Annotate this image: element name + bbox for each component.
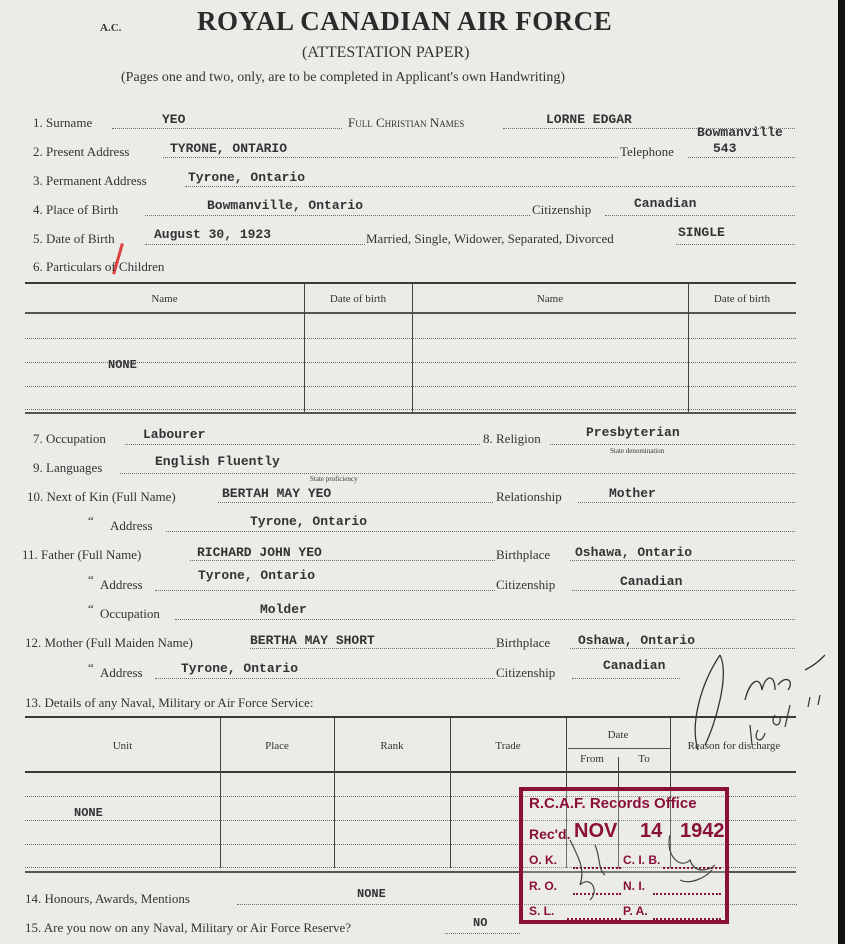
father-citizenship-label: Citizenship [496, 577, 556, 592]
father-occupation-field[interactable]: Molder [260, 602, 307, 617]
place-of-birth-field[interactable]: Bowmanville, Ontario [207, 198, 364, 213]
kin-address-field[interactable]: Tyrone, Ontario [250, 514, 368, 529]
honours-label: 14. Honours, Awards, Mentions [25, 891, 190, 906]
stamp-ok: O. K. [529, 853, 558, 867]
permanent-address-label: 3. Permanent Address [33, 173, 147, 188]
stamp-handwritten-initials [540, 830, 740, 910]
kin-address-ditto: “ [88, 513, 94, 528]
mother-citizenship-label: Citizenship [496, 665, 556, 680]
religion-field[interactable]: Presbyterian [586, 425, 680, 440]
honours-field[interactable]: NONE [357, 887, 386, 901]
next-of-kin-label: 10. Next of Kin (Full Name) [27, 489, 176, 504]
languages-label: 9. Languages [33, 460, 103, 475]
form-code: A.C. [100, 22, 122, 34]
service-entry[interactable]: NONE [74, 806, 103, 820]
father-birthplace-label: Birthplace [496, 547, 551, 562]
form-instruction: (Pages one and two, only, are to be completed in Applicant's own Handwriting) [121, 70, 566, 85]
children-col-dob-1: Date of birth [329, 293, 387, 305]
marital-status-field[interactable]: SINGLE [678, 225, 725, 240]
stamp-sl: S. L. [529, 904, 555, 918]
stamp-ni: N. I. [623, 879, 646, 893]
father-field[interactable]: RICHARD JOHN YEO [197, 545, 322, 560]
service-label: 13. Details of any Naval, Military or Air Force Service: [25, 695, 314, 710]
stamp-month: NOV [574, 820, 618, 842]
languages-note: State proficiency [310, 475, 358, 483]
reserve-label: 15. Are you now on any Naval, Military or Air Force Reserve? [25, 920, 352, 935]
form-subtitle: (ATTESTATION PAPER) [302, 44, 470, 61]
mother-address-label: Address [100, 665, 143, 680]
stamp-pa: P. A. [623, 904, 648, 918]
relationship-label: Relationship [496, 489, 562, 504]
service-col-reason: Reason for discharge [687, 740, 781, 752]
children-entry[interactable]: NONE [108, 358, 137, 372]
date-of-birth-label: 5. Date of Birth [33, 231, 115, 246]
telephone-exchange[interactable]: Bowmanville [697, 125, 783, 140]
father-occupation-ditto: “ [88, 601, 94, 616]
citizenship-field[interactable]: Canadian [634, 196, 697, 211]
stamp-ro: R. O. [529, 879, 558, 893]
marital-status-label: Married, Single, Widower, Separated, Divorced [366, 231, 614, 246]
father-citizenship-field[interactable]: Canadian [620, 574, 683, 589]
service-col-place: Place [265, 740, 289, 752]
present-address-label: 2. Present Address [33, 144, 130, 159]
form-title: ROYAL CANADIAN AIR FORCE [197, 6, 613, 36]
reserve-field[interactable]: NO [473, 916, 488, 930]
children-col-name-1: Name [151, 293, 178, 305]
telephone-label: Telephone [620, 144, 674, 159]
present-address-field[interactable]: TYRONE, ONTARIO [170, 141, 288, 156]
permanent-address-field[interactable]: Tyrone, Ontario [188, 170, 306, 185]
father-birthplace-field[interactable]: Oshawa, Ontario [575, 545, 693, 560]
children-col-name-2: Name [536, 293, 564, 305]
mother-birthplace-label: Birthplace [496, 635, 551, 650]
father-label: 11. Father (Full Name) [22, 547, 142, 562]
mother-citizenship-field[interactable]: Canadian [603, 658, 666, 673]
father-address-field[interactable]: Tyrone, Ontario [198, 568, 316, 583]
children-col-dob-2: Date of birth [713, 293, 771, 305]
mother-birthplace-field[interactable]: Oshawa, Ontario [578, 633, 696, 648]
margin-signature [690, 645, 840, 755]
stamp-day: 14 [640, 820, 663, 842]
next-of-kin-field[interactable]: BERTAH MAY YEO [222, 486, 332, 501]
mother-address-ditto: “ [88, 660, 94, 675]
occupation-field[interactable]: Labourer [143, 427, 206, 442]
mother-address-field[interactable]: Tyrone, Ontario [181, 661, 299, 676]
kin-address-label: Address [110, 518, 153, 533]
service-col-rank: Rank [380, 740, 404, 752]
service-col-trade: Trade [495, 740, 521, 752]
languages-field[interactable]: English Fluently [155, 454, 280, 469]
father-address-label: Address [100, 577, 143, 592]
occupation-label: 7. Occupation [33, 431, 106, 446]
religion-label: 8. Religion [483, 431, 541, 446]
telephone-field[interactable]: 543 [713, 141, 737, 156]
mother-label: 12. Mother (Full Maiden Name) [25, 635, 193, 650]
service-col-date-from: From [580, 753, 604, 765]
religion-note: State denomination [610, 447, 665, 455]
date-of-birth-field[interactable]: August 30, 1923 [154, 227, 272, 242]
christian-names-field[interactable]: LORNE EDGAR [546, 112, 632, 127]
surname-field[interactable]: YEO [162, 112, 186, 127]
service-col-date-to: To [638, 753, 650, 765]
stamp-year: 1942 [680, 820, 725, 842]
children-label: 6. Particulars of Children [33, 259, 165, 274]
scan-edge [838, 0, 845, 944]
surname-label: 1. Surname [33, 115, 93, 130]
relationship-field[interactable]: Mother [609, 486, 656, 501]
place-of-birth-label: 4. Place of Birth [33, 202, 119, 217]
christian-names-label: Full Christian Names [348, 115, 465, 130]
citizenship-label: Citizenship [532, 202, 592, 217]
service-col-unit: Unit [112, 740, 133, 752]
stamp-office: R.C.A.F. Records Office [529, 795, 697, 812]
father-address-ditto: “ [88, 572, 94, 587]
service-col-date: Date [607, 729, 629, 741]
mother-field[interactable]: BERTHA MAY SHORT [250, 633, 375, 648]
stamp-cib: C. I. B. [623, 853, 661, 867]
father-occupation-label: Occupation [100, 606, 160, 621]
stamp-recd-label: Rec'd. [529, 826, 571, 842]
